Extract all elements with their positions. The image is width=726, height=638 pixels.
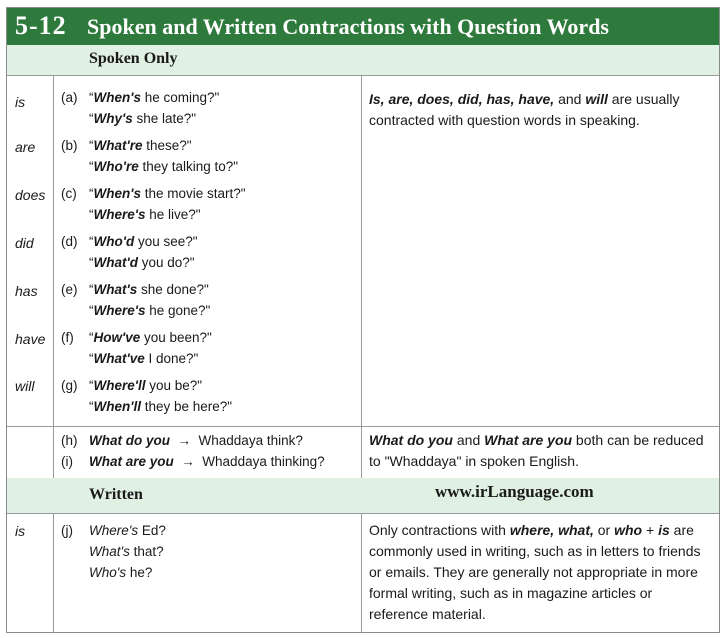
divider bbox=[7, 75, 719, 76]
row-word: will bbox=[15, 378, 35, 394]
row-word: does bbox=[15, 187, 46, 203]
example-g: (g) “Where'll you be?" “When'll they be here?" bbox=[61, 378, 233, 414]
divider bbox=[7, 513, 719, 514]
example-b: (b) “What're these?" “Who're they talking to?" bbox=[61, 138, 239, 174]
written-label: Written bbox=[89, 486, 143, 503]
example-d: (d) “Who'd you see?" “What'd you do?" bbox=[61, 234, 198, 270]
row-word: is bbox=[15, 523, 26, 539]
watermark-text: www.irLanguage.com bbox=[435, 482, 594, 501]
example-c: (c) “When's the movie start?" “Where's he live?" bbox=[61, 186, 246, 222]
spoken-only-label: Spoken Only bbox=[89, 50, 178, 67]
written-header bbox=[7, 478, 719, 513]
column-divider bbox=[361, 513, 362, 633]
arrow-icon: → bbox=[177, 433, 192, 448]
divider bbox=[7, 426, 719, 427]
example-a: (a) “When's he coming?" “Why's she late?" bbox=[61, 90, 220, 126]
column-divider bbox=[53, 75, 54, 478]
spoken-only-header bbox=[7, 45, 719, 75]
chart-number: 5-12 bbox=[15, 11, 67, 40]
column-divider bbox=[53, 513, 54, 633]
example-f: (f) “How've you been?" “What've I done?" bbox=[61, 330, 212, 366]
row-word: has bbox=[15, 283, 38, 299]
column-divider bbox=[361, 75, 362, 478]
row-word: are bbox=[15, 139, 36, 155]
example-h-i: (h) What do you → Whaddaya think? (i) What are you → Whaddaya thinking? bbox=[61, 433, 325, 469]
row-word: is bbox=[15, 94, 26, 110]
row-word: did bbox=[15, 235, 34, 251]
chart-title-bar bbox=[7, 8, 719, 45]
example-j: (j) Where's Ed? What's that? Who's he? bbox=[61, 523, 166, 580]
example-e: (e) “What's she done?" “Where's he gone?" bbox=[61, 282, 211, 318]
spoken-explanation: Is, are, does, did, has, have, and will are usually contracted with question words in speaking. bbox=[369, 91, 680, 128]
grammar-chart bbox=[6, 7, 720, 633]
written-explanation: Only contractions with where, what, or who + is are commonly used in writing, such as in letters to friends or emails. They are generally not appropriate in more formal writing, such as in magazine articles or reference material. bbox=[369, 522, 701, 622]
row-word: have bbox=[15, 331, 46, 347]
reduced-explanation: What do you and What are you both can be reduced to "Whaddaya" in spoken English. bbox=[369, 432, 704, 469]
chart-title: Spoken and Written Contractions with Question Words bbox=[87, 14, 609, 39]
arrow-icon: → bbox=[181, 454, 195, 469]
